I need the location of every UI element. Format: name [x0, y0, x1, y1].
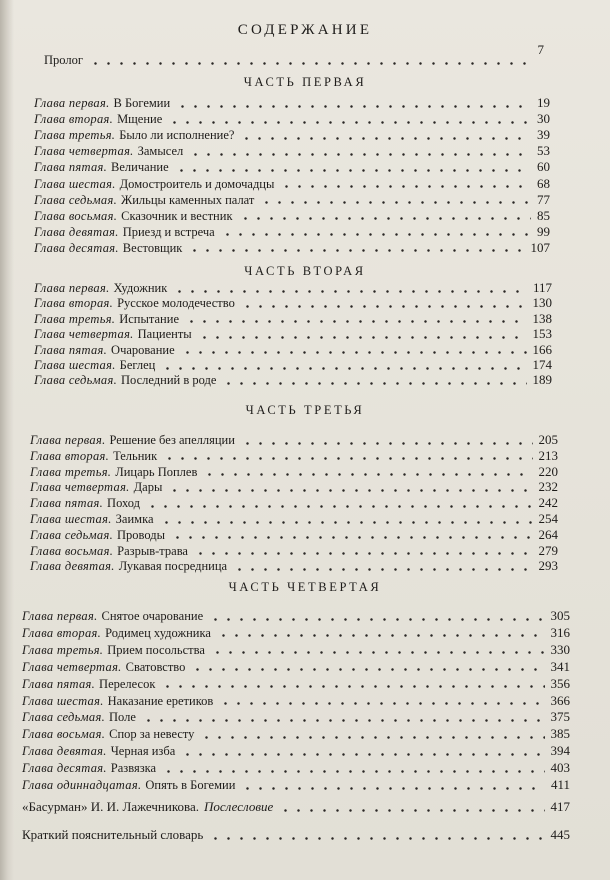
toc-entry	[30, 495, 558, 511]
toc-entry	[34, 224, 550, 240]
chapter-title: Поле	[109, 710, 136, 725]
dot-leader	[142, 719, 545, 722]
toc-entry	[34, 159, 550, 175]
chapter-title: Заимка	[115, 512, 154, 526]
dot-leader	[188, 249, 524, 252]
dot-leader	[173, 290, 527, 293]
chapter-label: Глава вторая.	[22, 625, 102, 640]
toc-entry	[34, 326, 552, 342]
chapter-label: Глава шестая.	[34, 176, 116, 191]
dot-leader	[221, 233, 531, 236]
chapter-title: Лукавая посредница	[118, 559, 228, 574]
chapter-label: Глава четвертая.	[34, 327, 134, 342]
chapter-page-number: 330	[550, 641, 570, 657]
chapter-page-number: 279	[538, 542, 558, 558]
part-heading: ЧАСТЬ ТРЕТЬЯ	[245, 403, 365, 417]
chapter-label: Глава первая.	[30, 433, 106, 447]
chapter-page-number: 30	[537, 111, 550, 127]
chapter-title: Вестовщик	[122, 240, 183, 255]
chapter-label: Глава третья.	[34, 128, 116, 143]
chapter-page-number: 189	[532, 372, 552, 388]
chapter-page-number: 264	[538, 526, 558, 542]
chapter-title: Пациенты	[137, 327, 192, 342]
chapter-page-number: 341	[550, 658, 570, 674]
chapter-page-number: 153	[532, 326, 552, 342]
dot-leader	[162, 770, 544, 773]
toc-entry	[34, 143, 550, 159]
toc-entry	[34, 372, 552, 388]
toc-entry-afterword	[22, 799, 570, 815]
toc-entry	[30, 511, 558, 527]
toc-entry	[34, 176, 550, 192]
toc-entry	[34, 280, 552, 296]
chapter-title: Было ли исполнение?	[119, 128, 235, 143]
toc-entry	[30, 558, 558, 574]
toc-entry	[30, 527, 558, 543]
chapter-label: Глава первая.	[34, 281, 110, 295]
dot-leader	[217, 634, 545, 637]
dot-leader	[222, 382, 526, 385]
dot-leader	[203, 473, 532, 476]
toc-entry	[30, 479, 558, 495]
toc-entry	[22, 625, 570, 641]
chapter-label: Глава третья.	[22, 642, 104, 657]
dot-leader	[241, 787, 545, 790]
chapter-label: Глава шестая.	[34, 358, 116, 372]
chapter-title: Приезд и встреча	[122, 224, 215, 239]
chapter-page-number: 138	[532, 310, 552, 326]
chapter-title: Величание	[111, 160, 169, 175]
chapter-page-number: 316	[550, 624, 570, 640]
chapter-title: Спор за невесту	[109, 727, 195, 742]
dot-leader	[191, 668, 544, 671]
dot-leader	[189, 153, 531, 156]
dot-leader	[89, 62, 532, 65]
chapter-label: Глава седьмая.	[34, 373, 118, 388]
chapter-title: Последний в роде	[121, 373, 217, 388]
chapter-page-number: 375	[550, 709, 570, 725]
part-heading: ЧАСТЬ ВТОРАЯ	[244, 264, 366, 278]
glossary-page: 445	[550, 827, 570, 842]
dot-leader	[239, 217, 531, 220]
toc-entry	[34, 311, 552, 327]
toc-entry	[22, 743, 570, 759]
chapter-label: Глава седьмая.	[22, 710, 106, 725]
chapter-label: Глава вторая.	[34, 296, 114, 311]
chapter-title: Снятое очарование	[101, 609, 204, 623]
dot-leader	[181, 351, 527, 354]
chapter-title: Мщение	[117, 112, 163, 127]
dot-leader	[181, 753, 544, 756]
prologue-page: 7	[537, 42, 544, 57]
toc-entry	[30, 448, 558, 464]
toc-entry	[30, 464, 558, 480]
toc-entry	[22, 777, 570, 793]
chapter-label: Глава шестая.	[22, 693, 104, 708]
chapter-label: Глава третья.	[30, 464, 112, 479]
toc-entry	[22, 608, 570, 624]
dot-leader	[171, 536, 532, 539]
chapter-page-number: 39	[537, 127, 550, 143]
afterword-subtitle: Послесловие	[203, 799, 274, 814]
chapter-label: Глава десятая.	[22, 761, 107, 776]
chapter-label: Глава седьмая.	[34, 192, 118, 207]
chapter-label: Глава восьмая.	[22, 727, 106, 742]
toc-entry	[22, 726, 570, 742]
dot-leader	[168, 489, 532, 492]
toc-entry-prologue	[44, 42, 544, 68]
chapter-title: Лицарь Поплев	[115, 464, 198, 479]
dot-leader	[146, 505, 532, 508]
chapter-title: Прием посольства	[107, 642, 205, 657]
prologue-title: Пролог	[44, 53, 83, 67]
chapter-page-number: 53	[537, 143, 550, 159]
dot-leader	[209, 837, 544, 840]
chapter-page-number: 77	[537, 191, 550, 207]
page-title: СОДЕРЖАНИЕ	[237, 22, 373, 38]
toc-entry	[34, 295, 552, 311]
chapter-label: Глава четвертая.	[30, 480, 130, 495]
chapter-title: Развязка	[110, 761, 157, 776]
toc-entry	[34, 111, 550, 127]
chapter-page-number: 68	[537, 175, 550, 191]
toc-entry	[22, 760, 570, 776]
chapter-page-number: 232	[538, 479, 558, 495]
dot-leader	[160, 521, 533, 524]
chapter-page-number: 220	[538, 463, 558, 479]
toc-entry	[34, 127, 550, 143]
chapter-label: Глава пятая.	[22, 676, 96, 691]
dot-leader	[260, 201, 531, 204]
chapter-title: Поход	[107, 496, 141, 511]
chapter-title: Сватовство	[125, 659, 186, 674]
toc-entry	[22, 676, 570, 692]
dot-leader	[175, 169, 531, 172]
dot-leader	[241, 305, 527, 308]
glossary-title: Краткий пояснительный словарь	[22, 827, 204, 842]
chapter-label: Глава вторая.	[30, 448, 110, 463]
toc-entry	[34, 95, 550, 111]
chapter-page-number: 403	[550, 760, 570, 776]
chapter-title: Разрыв-трава	[117, 543, 188, 558]
book-gutter-shadow	[0, 0, 14, 880]
chapter-label: Глава одиннадцатая.	[22, 778, 142, 792]
chapter-label: Глава восьмая.	[30, 543, 114, 558]
dot-leader	[168, 121, 531, 124]
chapter-label: Глава седьмая.	[30, 527, 114, 542]
chapter-page-number: 130	[532, 295, 552, 311]
dot-leader	[241, 442, 533, 445]
chapter-title: Черная изба	[110, 744, 176, 759]
chapter-title: Замысел	[137, 144, 184, 159]
toc-entry-glossary	[22, 827, 570, 843]
toc-entry	[34, 192, 550, 208]
toc-entry	[22, 642, 570, 658]
chapter-label: Глава пятая.	[34, 160, 108, 175]
dot-leader	[185, 320, 527, 323]
dot-leader	[161, 685, 544, 688]
chapter-title: Решение без апелляции	[109, 433, 235, 447]
chapter-page-number: 99	[537, 223, 550, 239]
chapter-label: Глава первая.	[34, 96, 110, 110]
dot-leader	[198, 336, 527, 339]
chapter-title: Русское молодечество	[117, 296, 235, 311]
chapter-title: Беглец	[119, 358, 156, 372]
chapter-label: Глава пятая.	[30, 496, 104, 511]
chapter-title: Сказочник и вестник	[121, 208, 233, 223]
dot-leader	[200, 736, 544, 739]
chapter-label: Глава третья.	[34, 311, 116, 326]
chapter-label: Глава пятая.	[34, 342, 108, 357]
chapter-title: Тельник	[113, 448, 158, 463]
toc-entry	[30, 432, 558, 448]
dot-leader	[161, 367, 526, 370]
chapter-label: Глава девятая.	[30, 559, 115, 574]
dot-leader	[209, 618, 544, 621]
chapter-page-number: 254	[538, 511, 558, 526]
chapter-page-number: 60	[537, 159, 550, 175]
chapter-page-number: 385	[550, 726, 570, 742]
chapter-page-number: 293	[538, 558, 558, 574]
part-heading: ЧАСТЬ ЧЕТВЕРТАЯ	[228, 580, 382, 594]
afterword-page: 417	[550, 799, 570, 814]
chapter-label: Глава четвертая.	[22, 659, 122, 674]
chapter-label: Глава восьмая.	[34, 208, 118, 223]
chapter-page-number: 242	[538, 495, 558, 511]
toc-entry	[34, 240, 550, 256]
chapter-title: Проводы	[117, 527, 166, 542]
chapter-page-number: 166	[532, 341, 552, 357]
chapter-label: Глава четвертая.	[34, 144, 134, 159]
dot-leader	[211, 651, 545, 654]
chapter-page-number: 205	[538, 432, 558, 447]
toc-entry	[22, 709, 570, 725]
chapter-label: Глава девятая.	[34, 224, 119, 239]
chapter-page-number: 117	[532, 280, 552, 295]
chapter-page-number: 356	[550, 675, 570, 691]
chapter-title: Перелесок	[99, 676, 156, 691]
dot-leader	[176, 105, 531, 108]
chapter-title: В Богемии	[113, 96, 171, 110]
chapter-label: Глава десятая.	[34, 240, 119, 255]
toc-entry	[30, 543, 558, 559]
toc-entry	[34, 208, 550, 224]
chapter-title: Домостроитель и домочадцы	[119, 176, 275, 191]
chapter-page-number: 366	[550, 692, 570, 708]
chapter-label: Глава первая.	[22, 609, 98, 623]
chapter-page-number: 394	[550, 743, 570, 759]
dot-leader	[240, 137, 531, 140]
chapter-title: Опять в Богемии	[145, 778, 236, 792]
toc-entry	[22, 693, 570, 709]
afterword-title: «Басурман» И. И. Лажечникова.	[22, 799, 199, 814]
dot-leader	[163, 457, 532, 460]
dot-leader	[233, 568, 532, 571]
chapter-title: Очарование	[111, 342, 175, 357]
chapter-title: Художник	[113, 281, 168, 295]
chapter-page-number: 107	[530, 239, 550, 255]
chapter-page-number: 85	[537, 207, 550, 223]
chapter-page-number: 213	[538, 447, 558, 463]
dot-leader	[280, 185, 531, 188]
toc-entry	[22, 659, 570, 675]
chapter-page-number: 305	[550, 608, 570, 623]
chapter-title: Наказание еретиков	[107, 693, 214, 708]
chapter-title: Родимец художника	[105, 625, 211, 640]
chapter-page-number: 19	[537, 95, 550, 110]
dot-leader	[219, 702, 544, 705]
chapter-label: Глава вторая.	[34, 112, 114, 127]
part-heading: ЧАСТЬ ПЕРВАЯ	[243, 75, 367, 89]
chapter-title: Испытание	[119, 311, 179, 326]
chapter-label: Глава девятая.	[22, 744, 107, 759]
dot-leader	[194, 552, 533, 555]
dot-leader	[279, 809, 544, 812]
chapter-page-number: 174	[532, 357, 552, 372]
toc-entry	[34, 342, 552, 358]
toc-entry	[34, 357, 552, 373]
chapter-title: Дары	[133, 480, 163, 495]
chapter-title: Жильцы каменных палат	[121, 192, 255, 207]
chapter-page-number: 411	[550, 777, 570, 792]
chapter-label: Глава шестая.	[30, 512, 112, 526]
